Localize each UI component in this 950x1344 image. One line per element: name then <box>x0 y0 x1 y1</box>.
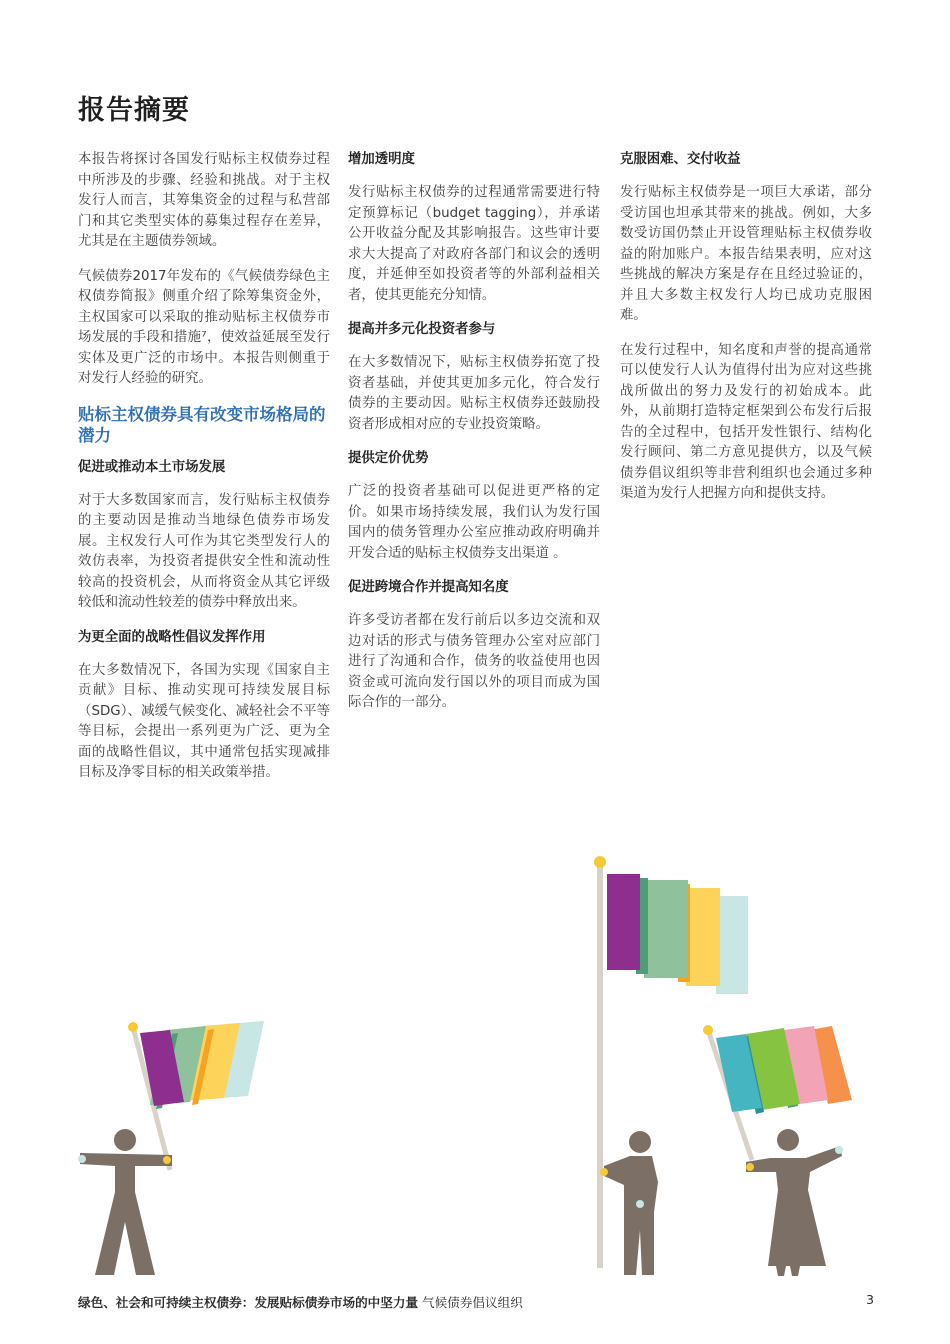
left-flag-figure <box>78 1021 264 1275</box>
page-title: 报告摘要 <box>78 95 190 126</box>
footer-report-title: 绿色、社会和可持续主权债券：发展贴标债券市场的中坚力量 <box>78 1295 419 1310</box>
right-flag-figure <box>703 1025 852 1276</box>
paragraph-pricing: 广泛的投资者基础可以促进更严格的定价。如果市场持续发展，我们认为发行国国内的债务管理办公室应推动政府明确并开发合适的贴标主权债券支出渠道 。 <box>348 484 600 561</box>
subheading-strategy: 为更全面的战略性倡议发挥作用 <box>78 629 266 645</box>
paragraph-investors: 在大多数情况下，贴标主权债券拓宽了投资者基础，并使其更加多元化，符合发行债券的主要动因。贴标主权债券还鼓励投资者形成相对应的专业投资策略。 <box>348 355 600 432</box>
flag-bearers-illustration <box>0 840 950 1280</box>
subheading-investors: 提高并多元化投资者参与 <box>348 322 496 337</box>
subheading-challenges: 克服困难、交付收益 <box>620 152 741 167</box>
section-heading-potential: 贴标主权债券具有改变市场格局的潜力 <box>78 404 326 445</box>
subheading-pricing: 提供定价优势 <box>348 451 429 466</box>
paragraph-strategy: 在大多数情况下，各国为实现《国家自主贡献》目标、推动实现可持续发展目标（SDG）、减缓气候变化、减轻社会不平等等目标，会提出一系列更为广泛、更为全面的战略性倡议，其中通常包括实现减排目标及净零目标的相关政策举措。 <box>78 662 330 780</box>
paragraph-cooperation: 许多受访者都在发行前后以多边交流和双边对话的形式与债务管理办公室对应部门进行了沟通和合作，债务的收益使用也因资金或可流向发行国以外的项目而成为国际合作的一部分。 <box>348 613 600 710</box>
subheading-local-market: 促进或推动本土市场发展 <box>78 459 226 475</box>
paragraph-transparency: 发行贴标主权债券的过程通常需要进行特定预算标记（budget tagging），并承诺公开收益分配及其影响报告。这些审计要求大大提高了对政府各部门和议会的透明度，并延伸至如投资者等的外部利益相关者，使其更能充分知情。 <box>348 185 600 303</box>
paragraph-reputation: 在发行过程中，知名度和声誉的提高通常可以使发行人认为值得付出为应对这些挑战所做出的努力及发行的初始成本。此外，从前期打造特定框架到公布发行后报告的全过程中，包括开发性银行、结构化发行顾问、第二方意见提供方，以及气候债券倡议组织等非营利组织也会通过多种渠道为发行人把握方向和提供支持。 <box>620 342 872 501</box>
paragraph-local-market: 对于大多数国家而言，发行贴标主权债券的主要动因是推动当地绿色债券市场发展。主权发行人可作为其它类型发行人的效仿表率，为投资者提供安全性和流动性较高的投资机会，从而将资金从其它评级较低和流动性较差的债券中释放出来。 <box>78 492 330 610</box>
column-middle <box>348 150 600 728</box>
intro-paragraph-2: 气候债券2017年发布的《气候债券绿色主权债券简报》侧重介绍了除筹集资金外，主权国家可以采取的推动贴标主权债券市场发展的手段和措施⁷，使效益延展至发行实体及更广泛的市场中。本报告则侧重于对发行人经验的研究。 <box>78 268 330 386</box>
paragraph-challenges: 发行贴标主权债券是一项巨大承诺，部分受访国也坦承其带来的挑战。例如，大多数受访国仍禁止开设管理贴标主权债券收益的附加账户。本报告结果表明，应对这些挑战的解决方案是存在且经过验证的，并且大多数主权发行人均已成功克服困难。 <box>620 185 872 323</box>
subheading-cooperation: 促进跨境合作并提高知名度 <box>348 580 509 595</box>
page-footer <box>78 1292 874 1311</box>
column-right <box>620 150 872 519</box>
column-left <box>78 150 330 798</box>
footer-organization: 气候债券倡议组织 <box>422 1295 523 1310</box>
subheading-transparency: 增加透明度 <box>348 152 415 167</box>
page-number: 3 <box>865 1292 874 1307</box>
intro-paragraph-1: 本报告将探讨各国发行贴标主权债券过程中所涉及的步骤、经验和挑战。对于主权发行人而言，其筹集资金的过程与私营部门和其它类型实体的募集过程存在差异，尤其是在主题债券领域。 <box>78 152 330 249</box>
